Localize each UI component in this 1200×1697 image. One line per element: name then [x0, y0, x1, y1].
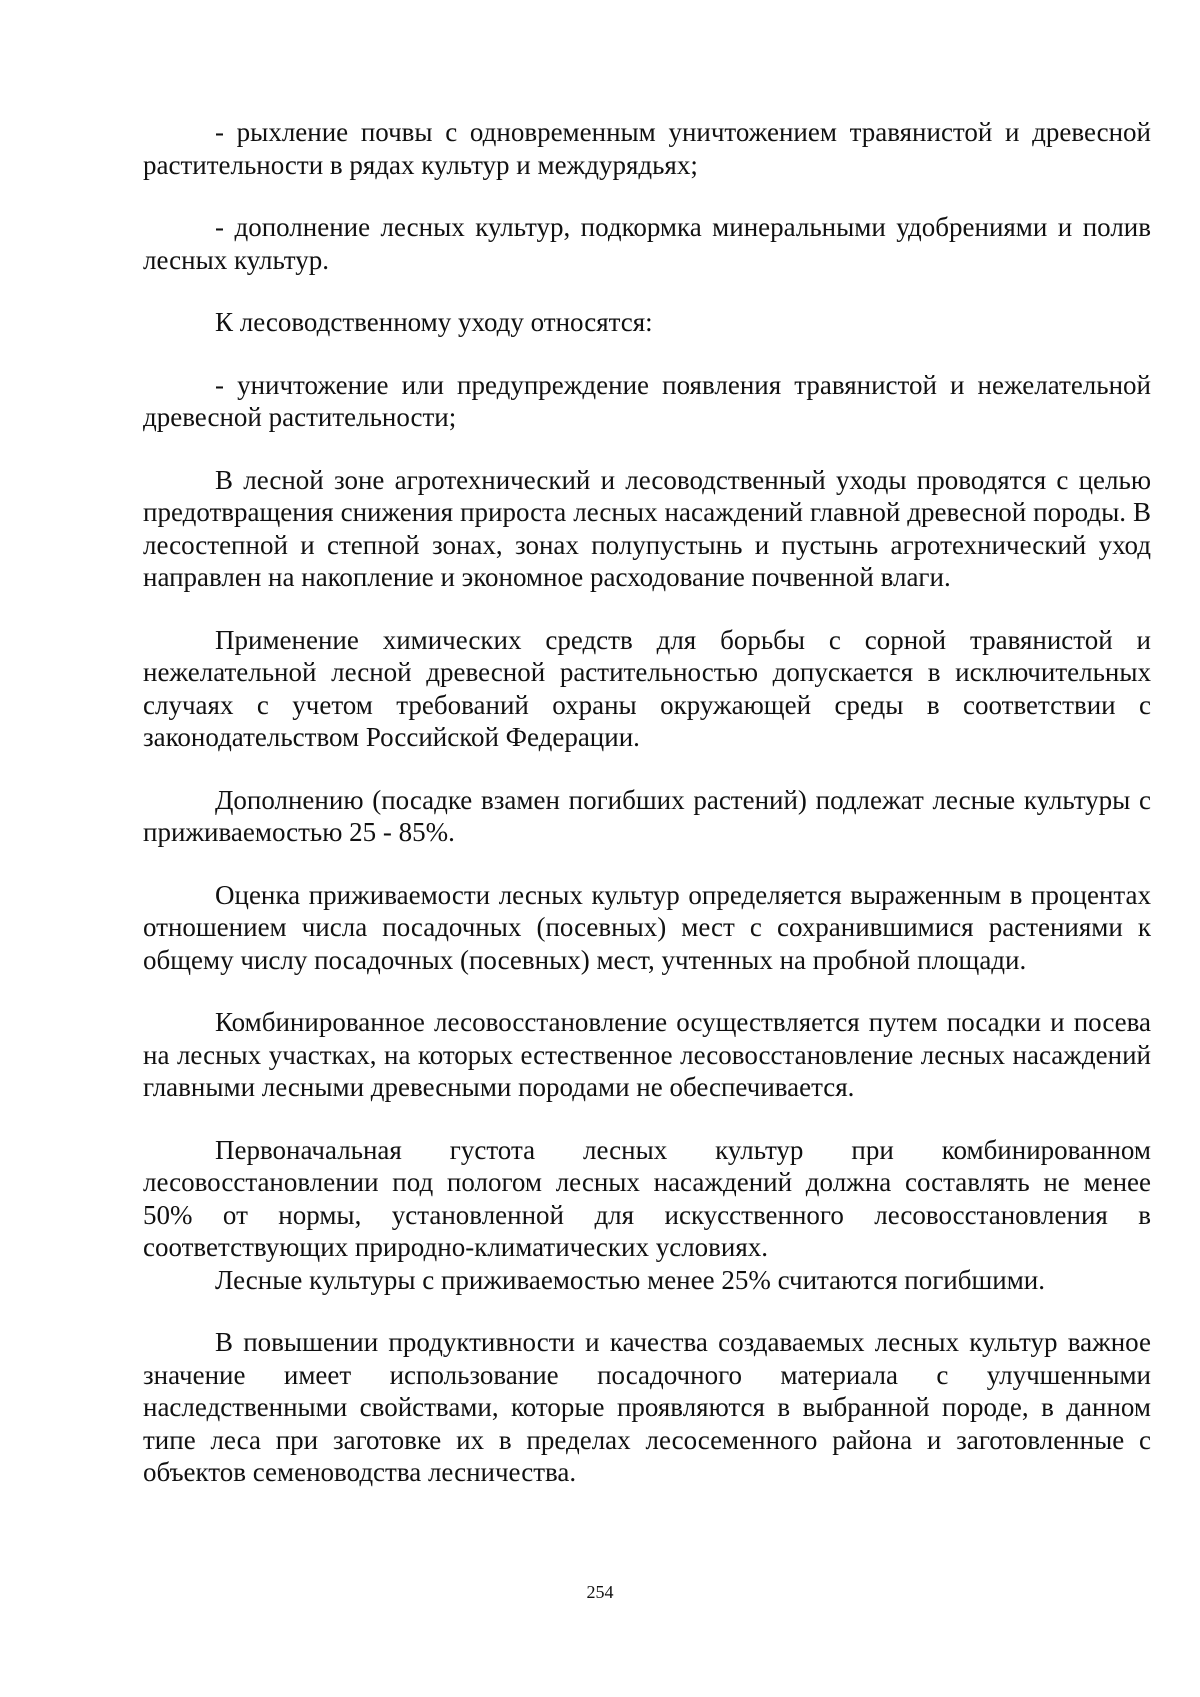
paragraph-forest-zone: В лесной зоне агротехнический и лесоводственный уходы проводятся с целью предотвращения снижения прироста лесных насаждений главной древесной породы. В лесостепной и степной зонах, зонах полупустынь и пустынь агротехнический уход направлен на накопление и экономное расходование почвенной влаги. [143, 464, 1151, 592]
paragraph-dead-cultures: Лесные культуры с приживаемостью менее 25% считаются погибшими. [215, 1264, 1045, 1295]
paragraph-chemicals: Применение химических средств для борьбы с сорной травянистой и нежелательной лесной древесной растительностью допускается в исключительных случаях с учетом требований охраны окружающей среды в соответствии с законодательством Российской Федерации. [143, 624, 1151, 752]
paragraph-combined-reforestation: Комбинированное лесовосстановление осуществляется путем посадки и посева на лесных участках, на которых естественное лесовосстановление лесных насаждений главными лесными древесными породами не обеспечивается. [143, 1007, 1151, 1102]
paragraph-supplement-planting: Дополнению (посадке взамен погибших растений) подлежат лесные культуры с приживаемостью 25 - 85%. [143, 784, 1151, 847]
paragraph-survival-assessment: Оценка приживаемости лесных культур определяется выраженным в процентах отношением числа посадочных (посевных) мест с сохранившимися растениями к общему числу посадочных (посевных) мест, учтенных на пробной площади. [143, 879, 1151, 975]
paragraph-initial-density: Первоначальная густота лесных культур при комбинированном лесовосстановлении под пологом лесных насаждений должна составлять не менее 50% от нормы, установленной для искусственного лесовосстановления в соответствующих природно-климатических условиях. [143, 1134, 1151, 1262]
page-number: 254 [586, 1582, 614, 1602]
paragraph-loosening: - рыхление почвы с одновременным уничтожением травянистой и древесной растительности в рядах культур и междурядьях; [143, 117, 1151, 180]
page-body [143, 116, 1151, 1519]
paragraph-silvicultural-intro: К лесоводственному уходу относятся: [215, 307, 653, 337]
paragraph-supplement: - дополнение лесных культур, подкормка минеральными удобрениями и полив лесных культур. [143, 212, 1151, 275]
paragraph-vegetation-control: - уничтожение или предупреждение появления травянистой и нежелательной древесной растительности; [143, 369, 1151, 432]
paragraph-productivity: В повышении продуктивности и качества создаваемых лесных культур важное значение имеет использование посадочного материала с улучшенными наследственными свойствами, которые проявляются в выбранной породе, в данном типе леса при заготовке их в пределах лесосеменного района и заготовленные с объектов семеноводства лесничества. [143, 1327, 1151, 1487]
